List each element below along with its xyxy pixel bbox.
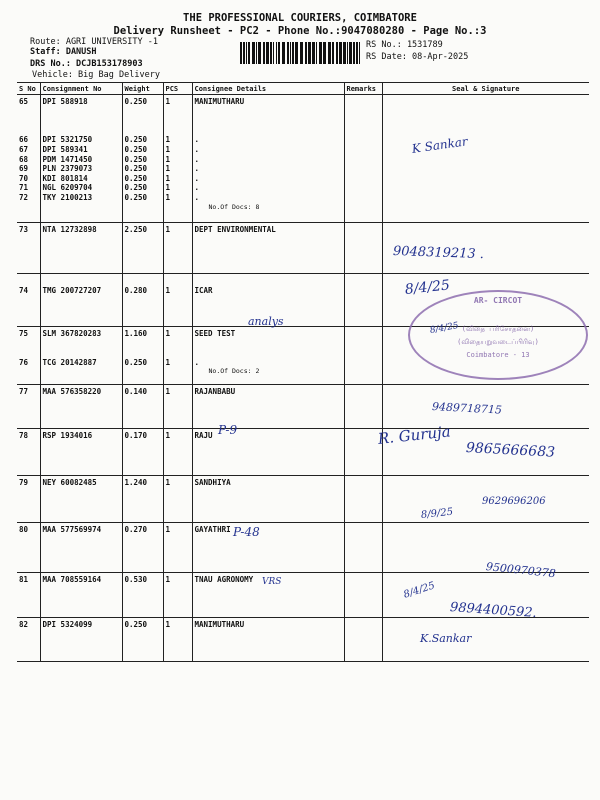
pcs-cell: [163, 476, 192, 523]
sno-cell: [17, 385, 40, 429]
barcode-bar: [273, 42, 274, 64]
cell-value: 75: [19, 329, 29, 338]
weight-cell: [122, 223, 163, 274]
barcode-bar: [295, 42, 298, 64]
consignment-cell: [40, 429, 122, 476]
cell-value: 1: [165, 387, 171, 396]
weight-cell: [122, 385, 163, 429]
handwritten-note: K Sankar: [411, 134, 469, 156]
barcode-bar: [270, 42, 272, 64]
consignment-cell: [40, 95, 122, 223]
consignment-cell: [40, 573, 122, 618]
cell-value: 2.250: [124, 225, 148, 234]
cell-value: 0.250: [124, 173, 148, 183]
pcs-cell: [163, 95, 192, 223]
barcode-bar: [347, 42, 348, 64]
cell-value: 1: [165, 285, 171, 295]
barcode-bar: [292, 42, 294, 64]
stamp-line: (விதை பரிசோதனை): [461, 325, 535, 333]
docs-count-note: No.Of Docs: 8: [208, 202, 260, 211]
cell-value: .: [194, 135, 200, 145]
handwritten-note: 9894400592.: [449, 600, 538, 622]
consignee-cell: [192, 523, 344, 573]
barcode-bar: [276, 42, 277, 64]
barcode-bar: [308, 42, 311, 64]
barcode-bar: [319, 42, 322, 64]
cell-value: 0.250: [124, 144, 148, 154]
cell-value: .: [194, 144, 200, 154]
cell-value: 0.250: [124, 135, 148, 145]
consignee-cell: [192, 95, 344, 223]
col-remarks: Remarks: [344, 83, 382, 95]
cell-value: 1: [165, 183, 171, 193]
handwritten-note: P-48: [233, 525, 260, 539]
cell-value: 0.250: [124, 357, 148, 367]
consignee-cell: [192, 327, 344, 385]
consignment-cell: [40, 618, 122, 662]
cell-value: 1: [165, 575, 171, 584]
handwritten-note: 8/4/25: [402, 580, 437, 601]
remarks-cell: [344, 223, 382, 274]
cell-value: 1: [165, 620, 171, 629]
sno-cell: [17, 327, 40, 385]
col-pcs: PCS: [163, 83, 192, 95]
cell-value: 69: [19, 164, 29, 174]
barcode-bar: [332, 42, 334, 64]
drs-number: DRS No.: DCJB153178903: [30, 59, 143, 69]
barcode-bar: [349, 42, 352, 64]
runsheet-title: Delivery Runsheet - PC2 - Phone No.:9047080280 - Page No.:3: [113, 25, 487, 37]
pcs-cell: [163, 223, 192, 274]
cell-value: GAYATHRI: [194, 525, 231, 534]
consignee-cell: [192, 476, 344, 523]
barcode-bar: [300, 42, 303, 64]
remarks-cell: [344, 327, 382, 385]
barcode: [240, 42, 362, 64]
cell-value: RAJANBABU: [194, 387, 236, 396]
consignment-cell: [40, 223, 122, 274]
remarks-cell: [344, 429, 382, 476]
remarks-cell: [344, 618, 382, 662]
cell-value: 1: [165, 97, 171, 106]
cell-value: MAA 577569974: [42, 525, 102, 534]
consignee-cell: [192, 223, 344, 274]
table-row: [17, 618, 589, 662]
cell-value: 82: [19, 620, 29, 629]
cell-value: MANIMUTHARU: [194, 620, 245, 629]
consignee-cell: [192, 385, 344, 429]
cell-value: 0.250: [124, 192, 148, 202]
stamp-line: (விதையறுவடைப்பிரிவு): [457, 338, 539, 346]
cell-value: 76: [19, 357, 29, 367]
barcode-bar: [282, 42, 285, 64]
weight-cell: [122, 523, 163, 573]
barcode-bar: [356, 42, 358, 64]
barcode-bar: [328, 42, 331, 64]
cell-value: 0.280: [124, 285, 148, 295]
consignment-cell: [40, 274, 122, 327]
handwritten-note: 9048319213 .: [392, 244, 485, 263]
consignee-cell: [192, 618, 344, 662]
barcode-bar: [256, 42, 257, 64]
cell-value: .: [194, 173, 200, 183]
staff-label: Staff: DANUSH: [30, 47, 97, 57]
barcode-bar: [243, 42, 245, 64]
weight-cell: [122, 618, 163, 662]
weight-cell: [122, 327, 163, 385]
consignment-cell: [40, 523, 122, 573]
barcode-bar: [343, 42, 346, 64]
stamp-line: AR- CIRCOT: [473, 296, 523, 305]
cell-value: DPI 588918: [42, 97, 88, 106]
cell-value: 0.250: [124, 97, 148, 106]
handwritten-note: 8/9/25: [420, 506, 454, 521]
cell-value: DPI 5321750: [42, 135, 93, 145]
barcode-bar: [359, 42, 360, 64]
col-consignee-details: Consignee Details: [192, 83, 344, 95]
cell-value: 0.250: [124, 164, 148, 174]
cell-value: 81: [19, 575, 29, 584]
barcode-bar: [353, 42, 355, 64]
consignee-cell: [192, 429, 344, 476]
barcode-bar: [278, 42, 280, 64]
col-sno: S No: [17, 83, 40, 95]
cell-value: ICAR: [194, 285, 213, 295]
cell-value: 1: [165, 144, 171, 154]
pcs-cell: [163, 618, 192, 662]
pcs-cell: [163, 274, 192, 327]
cell-value: 1: [165, 192, 171, 202]
cell-value: .: [194, 357, 200, 367]
cell-value: 1: [165, 173, 171, 183]
cell-value: 1: [165, 431, 171, 440]
cell-value: MAA 708559164: [42, 575, 102, 584]
sno-cell: [17, 274, 40, 327]
cell-value: .: [194, 183, 200, 193]
cell-value: 0.250: [124, 154, 148, 164]
barcode-bar: [266, 42, 269, 64]
barcode-bar: [312, 42, 315, 64]
handwritten-note: 9500970378: [485, 560, 557, 581]
cell-value: 0.250: [124, 183, 148, 193]
pcs-cell: [163, 385, 192, 429]
cell-value: 67: [19, 144, 29, 154]
cell-value: 72: [19, 192, 29, 202]
cell-value: 1: [165, 357, 171, 367]
pcs-cell: [163, 429, 192, 476]
sno-cell: [17, 429, 40, 476]
cell-value: 65: [19, 97, 29, 106]
cell-value: 1.240: [124, 478, 148, 487]
cell-value: 68: [19, 154, 29, 164]
col-consignment-no: Consignment No: [40, 83, 122, 95]
cell-value: TNAU AGRONOMY: [194, 575, 254, 584]
cell-value: MANIMUTHARU: [194, 97, 245, 106]
cell-value: SEED TEST: [194, 329, 236, 338]
cell-value: 1: [165, 478, 171, 487]
sno-cell: [17, 223, 40, 274]
handwritten-note: K.Sankar: [420, 632, 472, 645]
handwritten-note: 8/4/25: [404, 277, 451, 298]
vehicle-label: Vehicle: Big Bag Delivery: [32, 70, 160, 80]
col-seal-signature: Seal & Signature: [382, 83, 589, 95]
handwritten-note: 8/4/25: [429, 321, 460, 336]
barcode-bar: [258, 42, 261, 64]
consignment-cell: [40, 385, 122, 429]
weight-cell: [122, 573, 163, 618]
barcode-bar: [316, 42, 317, 64]
cell-value: NTA 12732898: [42, 225, 97, 234]
cell-value: 0.530: [124, 575, 148, 584]
cell-value: DPI 5324099: [42, 620, 93, 629]
cell-value: TCG 20142887: [42, 357, 97, 367]
table-header-row: [17, 83, 589, 95]
stamp-line: Coimbatore - 13: [466, 351, 530, 359]
remarks-cell: [344, 476, 382, 523]
cell-value: 74: [19, 285, 29, 295]
cell-value: DEPT ENVIRONMENTAL: [194, 225, 276, 234]
sno-cell: [17, 618, 40, 662]
barcode-bar: [248, 42, 250, 64]
cell-value: 80: [19, 525, 29, 534]
signature-cell: [382, 618, 589, 662]
cell-value: 79: [19, 478, 29, 487]
docs-count-note: No.Of Docs: 2: [208, 367, 260, 376]
pcs-cell: [163, 523, 192, 573]
rs-number: RS No.: 1531789: [366, 40, 443, 50]
remarks-cell: [344, 385, 382, 429]
cell-value: PDM 1471450: [42, 154, 93, 164]
barcode-bar: [336, 42, 338, 64]
sno-cell: [17, 573, 40, 618]
cell-value: NGL 6209704: [42, 183, 93, 193]
barcode-bar: [290, 42, 291, 64]
pcs-cell: [163, 573, 192, 618]
cell-value: 1: [165, 525, 171, 534]
cell-value: 66: [19, 135, 29, 145]
cell-value: TKY 2100213: [42, 192, 93, 202]
cell-value: .: [194, 154, 200, 164]
barcode-bar: [246, 42, 247, 64]
table-row: [17, 385, 589, 429]
cell-value: TMG 200727207: [42, 285, 102, 295]
handwritten-note: 9865666683: [465, 440, 556, 461]
remarks-cell: [344, 573, 382, 618]
barcode-bar: [252, 42, 255, 64]
cell-value: 0.250: [124, 620, 148, 629]
route-label: Route: AGRI UNIVERSITY -1: [30, 37, 158, 47]
cell-value: 0.270: [124, 525, 148, 534]
cell-value: 1.160: [124, 329, 148, 338]
barcode-bar: [339, 42, 342, 64]
cell-value: 1: [165, 154, 171, 164]
cell-value: .: [194, 164, 200, 174]
handwritten-note: P-9: [218, 423, 238, 437]
cell-value: 0.170: [124, 431, 148, 440]
table-row: [17, 223, 589, 274]
cell-value: MAA 576358220: [42, 387, 102, 396]
sno-cell: [17, 523, 40, 573]
cell-value: 1: [165, 164, 171, 174]
cell-value: 1: [165, 329, 171, 338]
weight-cell: [122, 476, 163, 523]
cell-value: 1: [165, 225, 171, 234]
barcode-bar: [263, 42, 265, 64]
cell-value: 73: [19, 225, 29, 234]
handwritten-note: R. Guruja: [377, 422, 452, 448]
cell-value: SANDHIYA: [194, 478, 231, 487]
remarks-cell: [344, 95, 382, 223]
pcs-cell: [163, 327, 192, 385]
handwritten-note: analys: [248, 315, 284, 328]
cell-value: RSP 1934016: [42, 431, 93, 440]
rs-date: RS Date: 08-Apr-2025: [366, 52, 469, 62]
barcode-bar: [323, 42, 326, 64]
cell-value: 71: [19, 183, 29, 193]
weight-cell: [122, 95, 163, 223]
col-weight: Weight: [122, 83, 163, 95]
sno-cell: [17, 95, 40, 223]
cell-value: 77: [19, 387, 29, 396]
cell-value: .: [194, 192, 200, 202]
cell-value: 78: [19, 431, 29, 440]
cell-value: 0.140: [124, 387, 148, 396]
consignment-cell: [40, 327, 122, 385]
handwritten-note: 9629696206: [482, 496, 546, 507]
company-name: THE PROFESSIONAL COURIERS, COIMBATORE: [183, 12, 417, 24]
cell-value: KDI 801814: [42, 173, 88, 183]
cell-value: 70: [19, 173, 29, 183]
remarks-cell: [344, 523, 382, 573]
cell-value: RAJU: [194, 431, 213, 440]
consignment-cell: [40, 476, 122, 523]
remarks-cell: [344, 274, 382, 327]
barcode-bar: [305, 42, 307, 64]
weight-cell: [122, 274, 163, 327]
cell-value: PLN 2379073: [42, 164, 93, 174]
cell-value: DPI 589341: [42, 144, 88, 154]
cell-value: 1: [165, 135, 171, 145]
signature-cell: [382, 95, 589, 223]
barcode-bar: [240, 42, 242, 64]
cell-value: NEY 60082485: [42, 478, 97, 487]
handwritten-note: VRS: [262, 577, 282, 587]
sno-cell: [17, 476, 40, 523]
barcode-bar: [287, 42, 289, 64]
weight-cell: [122, 429, 163, 476]
handwritten-note: 9489718715: [431, 400, 503, 417]
cell-value: SLM 367820283: [42, 329, 102, 338]
table-row: [17, 95, 589, 223]
